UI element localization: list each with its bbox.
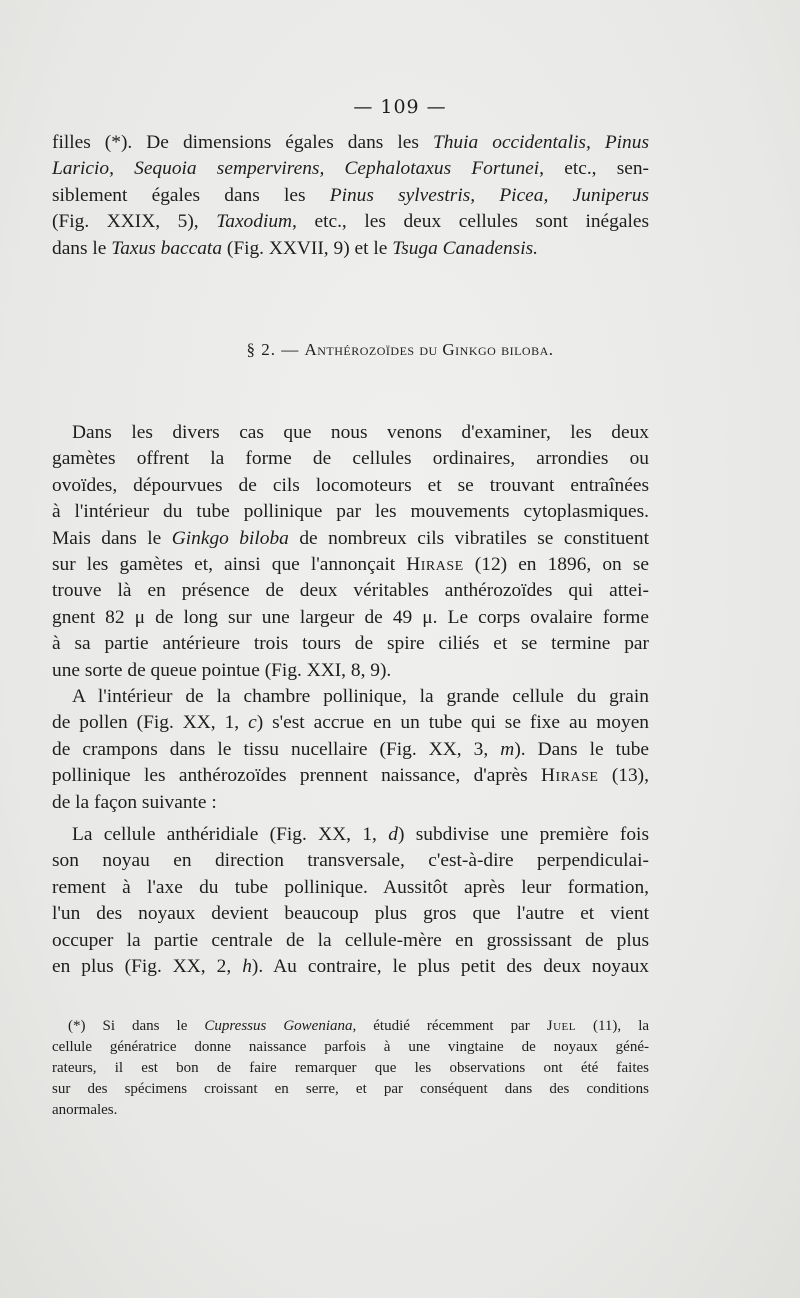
text-line: l'un des noyaux devient beaucoup plus gros que l'autre et vient	[52, 903, 649, 925]
footnote-line: rateurs, il est bon de faire remarquer que les observations ont été faites	[52, 1060, 649, 1076]
text-line: pollinique les anthérozoïdes prennent naissance, d'après Hirase (13),	[52, 765, 649, 787]
footnote-line: (*) Si dans le Cupressus Goweniana, étudié récemment par Juel (11), la	[68, 1018, 650, 1034]
text-line: siblement égales dans les Pinus sylvestris, Picea, Juniperus	[52, 184, 650, 206]
text-line: de la façon suivante :	[52, 791, 217, 813]
footnote-line: cellule génératrice donne naissance parfois à une vingtaine de noyaux géné-	[52, 1039, 649, 1055]
text-line: A l'intérieur de la chambre pollinique, la grande cellule du grain	[72, 686, 649, 707]
text-line: ovoïdes, dépourvues de cils locomoteurs et se trouvant entraînées	[52, 474, 649, 496]
text-line: en plus (Fig. XX, 2, h). Au contraire, le plus petit des deux noyaux	[52, 956, 649, 978]
footnote-line: anormales.	[52, 1102, 118, 1118]
paragraph-antheridial-cell	[52, 822, 649, 980]
text-line: de pollen (Fig. XX, 1, c) s'est accrue en un tube qui se fixe au moyen	[52, 712, 649, 734]
text-line: filles (*). De dimensions égales dans les Thuia occidentalis, Pinus	[52, 132, 649, 153]
footnote	[52, 1016, 649, 1121]
text-line: trouve là en présence de deux véritables anthérozoïdes qui attei-	[52, 580, 649, 602]
text-line: gnent 82 μ de long sur une largeur de 49 μ. Le corps ovalaire forme	[52, 606, 649, 628]
text-line: sur les gamètes et, ainsi que l'annonçait Hirase (12) en 1896, on se	[52, 554, 649, 576]
paragraph-pollen-chamber	[52, 684, 649, 816]
text-line: Dans les divers cas que nous venons d'examiner, les deux	[72, 422, 649, 443]
text-line: une sorte de queue pointue (Fig. XXI, 8, 9).	[52, 659, 392, 681]
section-heading: § 2. — Anthérozoïdes du Ginkgo biloba.	[246, 340, 554, 359]
text-line: à l'intérieur du tube pollinique par les mouvements cytoplasmiques.	[52, 501, 649, 523]
text-line: Mais dans le Ginkgo biloba de nombreux cils vibratiles se constituent	[52, 527, 649, 549]
text-line: dans le Taxus baccata (Fig. XXVII, 9) et le Tsuga Canadensis.	[52, 237, 539, 259]
text-line: (Fig. XXIX, 5), Taxodium, etc., les deux cellules sont inégales	[52, 211, 649, 233]
text-line: Laricio, Sequoia sempervirens, Cephalotaxus Fortunei, etc., sen-	[52, 158, 649, 180]
text-line: rement à l'axe du tube pollinique. Aussitôt après leur formation,	[52, 876, 649, 898]
page-number: — 109 —	[353, 96, 447, 118]
text-line: son noyau en direction transversale, c'est-à-dire perpendiculai-	[52, 850, 649, 872]
text-line: de crampons dans le tissu nucellaire (Fig. XX, 3, m). Dans le tube	[52, 738, 650, 760]
paragraph-intro	[52, 130, 649, 262]
paragraph-gametes	[52, 420, 649, 684]
text-line: à sa partie antérieure trois tours de spire ciliés et se termine par	[52, 633, 649, 655]
text-line: La cellule anthéridiale (Fig. XX, 1, d) subdivise une première fois	[72, 824, 649, 845]
text-line: occuper la partie centrale de la cellule-mère en grossissant de plus	[52, 929, 649, 951]
footnote-line: sur des spécimens croissant en serre, et par conséquent dans des conditions	[52, 1081, 649, 1097]
text-line: gamètes offrent la forme de cellules ordinaires, arrondies ou	[52, 448, 649, 470]
